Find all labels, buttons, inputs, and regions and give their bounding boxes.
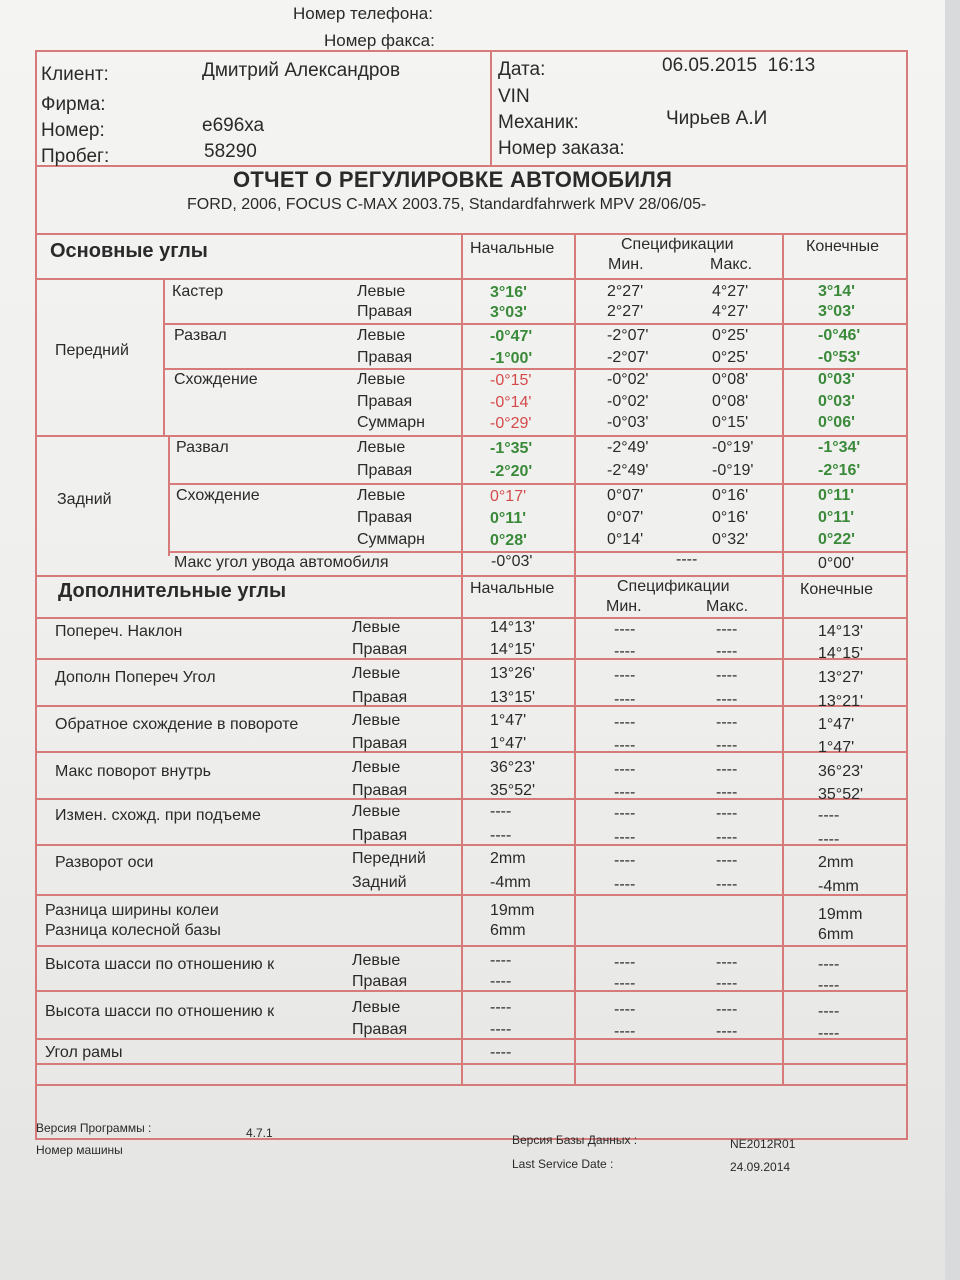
extra-max-value: ---- xyxy=(716,975,738,992)
extra-final-value: 14°13' xyxy=(818,623,864,640)
mechanic-value: Чирьев А.И xyxy=(666,108,768,129)
main-max-value: 0°15' xyxy=(712,414,749,431)
extra-initial-value: 13°15' xyxy=(490,689,536,706)
main-min-value: -0°03' xyxy=(607,414,649,431)
extra-min-value: ---- xyxy=(614,975,636,992)
main-section-title: Основные углы xyxy=(50,240,208,262)
extra-final-value: 2mm xyxy=(818,854,854,871)
main-group-label: Схождение xyxy=(174,371,258,388)
mileage-value: 58290 xyxy=(204,141,257,162)
extra-final-value: ---- xyxy=(818,977,840,994)
extra-row-line-8 xyxy=(35,990,908,992)
main-max-value: 0°16' xyxy=(712,487,749,504)
col-initial-header: Начальные xyxy=(470,240,555,257)
mileage-label: Пробег: xyxy=(41,146,110,167)
extra-col-final-left xyxy=(782,575,784,1084)
extra-side-label: Правая xyxy=(352,782,408,799)
extra-initial-value: 14°15' xyxy=(490,641,536,658)
program-version-label: Версия Программы : xyxy=(36,1121,152,1135)
extra-final-value: ---- xyxy=(818,1025,840,1042)
main-final-value: 0°22' xyxy=(818,531,855,548)
extra-group-label: Попереч. Наклон xyxy=(55,623,183,640)
thrust-angle-spec: ---- xyxy=(676,551,698,568)
main-side-label: Правая xyxy=(357,509,413,526)
rear-group-divider xyxy=(168,436,170,556)
extra-min-value: ---- xyxy=(614,876,636,893)
main-final-value: 0°03' xyxy=(818,371,855,388)
main-min-value: 2°27' xyxy=(607,283,644,300)
extra-side-label: Правая xyxy=(352,827,408,844)
col-final-header: Конечные xyxy=(806,238,879,255)
front-bottom xyxy=(35,435,908,437)
main-initial-value: -0°29' xyxy=(490,415,532,432)
extra-side-label: Левые xyxy=(352,952,401,969)
extra-min-value: ---- xyxy=(614,829,636,846)
extra-group-label: Высота шасси по отношению к xyxy=(45,956,275,973)
extra-row-line-10 xyxy=(35,1063,908,1065)
extra-row-line-9 xyxy=(35,1038,908,1040)
extra-min-value: ---- xyxy=(614,761,636,778)
col-max-header: Макс. xyxy=(710,256,753,273)
extra-max-value: ---- xyxy=(716,691,738,708)
main-initial-value: 3°16' xyxy=(490,284,527,301)
extra-side-label: Задний xyxy=(352,874,407,891)
main-side-label: Правая xyxy=(357,303,413,320)
extra-final-value: 1°47' xyxy=(818,739,855,756)
main-max-value: -0°19' xyxy=(712,439,754,456)
extra-initial-value: 13°26' xyxy=(490,665,536,682)
extra-final-value: 35°52' xyxy=(818,786,864,803)
extra-initial-value: ---- xyxy=(490,973,512,990)
extra-initial-value: 36°23' xyxy=(490,759,536,776)
extra-final-value: ---- xyxy=(818,807,840,824)
extra-initial-value: ---- xyxy=(490,1021,512,1038)
extra-side-label: Правая xyxy=(352,689,408,706)
main-initial-value: 0°17' xyxy=(490,488,527,505)
extra-row-line-2 xyxy=(35,705,908,707)
machine-number-label: Номер машины xyxy=(36,1143,123,1157)
main-final-value: -2°16' xyxy=(818,462,861,479)
extra-side-label: Правая xyxy=(352,973,408,990)
extra-min-value: ---- xyxy=(614,954,636,971)
thrust-angle-label: Макс угол увода автомобиля xyxy=(174,554,389,571)
main-initial-value: -0°14' xyxy=(490,394,532,411)
extra-min-value: ---- xyxy=(614,643,636,660)
main-initial-value: -2°20' xyxy=(490,463,533,480)
main-side-label: Суммарн xyxy=(357,531,426,548)
extra-initial-value: 14°13' xyxy=(490,619,536,636)
extra-final-value: 36°23' xyxy=(818,763,864,780)
frame-top xyxy=(35,50,908,52)
extra-final-value: 13°21' xyxy=(818,693,864,710)
extra-min-value: ---- xyxy=(614,1023,636,1040)
col-final-left xyxy=(782,233,784,578)
header-divider xyxy=(490,50,492,165)
extra-col-final-header: Конечные xyxy=(800,581,873,598)
camber-front-bottom xyxy=(163,368,908,370)
extra-side-label: Левые xyxy=(352,999,401,1016)
db-version-value: NE2012R01 xyxy=(730,1137,796,1151)
db-version-label: Версия Базы Данных : xyxy=(512,1133,638,1147)
extra-row-line-1 xyxy=(35,658,908,660)
col-min-header: Мин. xyxy=(608,256,644,273)
vin-label: VIN xyxy=(498,86,530,107)
extra-max-value: ---- xyxy=(716,829,738,846)
extra-section-bottom xyxy=(35,1084,908,1086)
extra-max-value: ---- xyxy=(716,852,738,869)
main-min-value: -2°49' xyxy=(607,439,649,456)
main-min-value: 0°14' xyxy=(607,531,644,548)
main-min-value: 0°07' xyxy=(607,487,644,504)
main-final-value: 0°11' xyxy=(818,509,855,526)
extra-col-spec-header: Спецификации xyxy=(617,578,730,595)
extra-header-bottom xyxy=(35,617,908,619)
extra-final-value: 13°27' xyxy=(818,669,864,686)
main-side-label: Правая xyxy=(357,393,413,410)
frame-right xyxy=(906,50,908,1140)
extra-group-label: Разворот оси xyxy=(55,854,154,871)
phone-label: Номер телефона: xyxy=(293,4,433,23)
main-min-value: -2°49' xyxy=(607,462,649,479)
report-title: ОТЧЕТ О РЕГУЛИРОВКЕ АВТОМОБИЛЯ xyxy=(233,167,673,192)
extra-final-value: 6mm xyxy=(818,926,854,943)
frame-left xyxy=(35,50,37,1140)
caster-bottom xyxy=(163,323,908,325)
main-side-label: Левые xyxy=(357,283,406,300)
extra-group-label: Высота шасси по отношению к xyxy=(45,1003,275,1020)
main-side-label: Левые xyxy=(357,371,406,388)
extra-max-value: ---- xyxy=(716,954,738,971)
main-min-value: -0°02' xyxy=(607,393,649,410)
extra-row-line-5 xyxy=(35,844,908,846)
toe-rear-bottom xyxy=(168,551,908,553)
extra-max-value: ---- xyxy=(716,761,738,778)
extra-final-value: ---- xyxy=(818,956,840,973)
extra-min-value: ---- xyxy=(614,1001,636,1018)
main-final-value: 3°03' xyxy=(818,303,855,320)
extra-min-value: ---- xyxy=(614,852,636,869)
extra-side-label: Правая xyxy=(352,1021,408,1038)
extra-group-label: Дополн Попереч Угол xyxy=(55,669,216,686)
extra-group-label: Обратное схождение в повороте xyxy=(55,716,299,733)
extra-max-value: ---- xyxy=(716,805,738,822)
extra-side-label: Передний xyxy=(352,850,426,867)
extra-min-value: ---- xyxy=(614,667,636,684)
extra-initial-value: ---- xyxy=(490,999,512,1016)
extra-col-initial-left xyxy=(461,575,463,1084)
thrust-angle-final: 0°00' xyxy=(818,555,855,572)
main-group-label: Схождение xyxy=(176,487,260,504)
main-max-value: 0°25' xyxy=(712,327,749,344)
extra-max-value: ---- xyxy=(716,1023,738,1040)
main-min-value: -2°07' xyxy=(607,327,649,344)
extra-min-value: ---- xyxy=(614,714,636,731)
main-final-value: -1°34' xyxy=(818,439,861,456)
number-label: Номер: xyxy=(41,120,105,141)
rear-axle-label: Задний xyxy=(57,491,112,508)
extra-group-label: Угол рамы xyxy=(45,1044,123,1061)
main-side-label: Левые xyxy=(357,327,406,344)
main-header-bottom xyxy=(35,278,908,280)
date-label: Дата: xyxy=(498,59,546,80)
extra-initial-value: 1°47' xyxy=(490,712,527,729)
fax-label: Номер факса: xyxy=(324,31,435,50)
main-final-value: 3°14' xyxy=(818,283,855,300)
main-group-label: Кастер xyxy=(172,283,224,300)
extra-max-value: ---- xyxy=(716,714,738,731)
main-max-value: 4°27' xyxy=(712,283,749,300)
extra-min-value: ---- xyxy=(614,805,636,822)
client-label: Клиент: xyxy=(41,64,109,85)
extra-col-min-header: Мин. xyxy=(606,598,642,615)
extra-max-value: ---- xyxy=(716,643,738,660)
extra-final-value: ---- xyxy=(818,1003,840,1020)
extra-group-label: Измен. схожд. при подъеме xyxy=(55,807,261,824)
extra-initial-value: 35°52' xyxy=(490,782,536,799)
main-min-value: 2°27' xyxy=(607,303,644,320)
last-service-label: Last Service Date : xyxy=(512,1157,614,1171)
extra-group-label: Макс поворот внутрь xyxy=(55,763,211,780)
extra-initial-value: ---- xyxy=(490,952,512,969)
extra-col-spec-left xyxy=(574,575,576,1084)
main-initial-value: -0°15' xyxy=(490,372,532,389)
extra-max-value: ---- xyxy=(716,1001,738,1018)
extra-final-value: ---- xyxy=(818,831,840,848)
main-side-label: Суммарн xyxy=(357,414,426,431)
extra-initial-value: 6mm xyxy=(490,922,526,939)
main-initial-value: 0°11' xyxy=(490,510,527,527)
front-axle-label: Передний xyxy=(55,342,129,359)
extra-col-initial-header: Начальные xyxy=(470,580,555,597)
program-version-value: 4.7.1 xyxy=(246,1126,273,1140)
main-group-label: Развал xyxy=(176,439,229,456)
number-value: е696ха xyxy=(202,115,265,136)
col-spec-header: Спецификации xyxy=(621,236,734,253)
main-final-value: -0°53' xyxy=(818,349,861,366)
extra-max-value: ---- xyxy=(716,876,738,893)
main-min-value: 0°07' xyxy=(607,509,644,526)
main-initial-value: -0°47' xyxy=(490,328,533,345)
col-initial-left xyxy=(461,233,463,578)
mechanic-label: Механик: xyxy=(498,112,579,133)
extra-group-label: Разница колесной базы xyxy=(45,922,221,939)
main-max-value: -0°19' xyxy=(712,462,754,479)
extra-side-label: Левые xyxy=(352,712,401,729)
extra-min-value: ---- xyxy=(614,784,636,801)
col-spec-left xyxy=(574,233,576,578)
extra-row-line-7 xyxy=(35,945,908,947)
extra-group-label: Разница ширины колеи xyxy=(45,902,219,919)
extra-row-line-6 xyxy=(35,894,908,896)
extra-max-value: ---- xyxy=(716,737,738,754)
last-service-value: 24.09.2014 xyxy=(730,1160,791,1174)
main-max-value: 0°16' xyxy=(712,509,749,526)
extra-side-label: Левые xyxy=(352,665,401,682)
order-label: Номер заказа: xyxy=(498,138,625,159)
main-final-value: 0°11' xyxy=(818,487,855,504)
main-section-bottom xyxy=(35,575,908,577)
main-side-label: Левые xyxy=(357,439,406,456)
extra-min-value: ---- xyxy=(614,737,636,754)
extra-final-value: 14°15' xyxy=(818,645,864,662)
extra-min-value: ---- xyxy=(614,621,636,638)
main-max-value: 4°27' xyxy=(712,303,749,320)
main-section-top xyxy=(35,233,908,235)
vehicle-description: FORD, 2006, FOCUS C-MAX 2003.75, Standardfahrwerk MPV 28/06/05- xyxy=(187,196,707,213)
date-value: 06.05.2015 16:13 xyxy=(662,55,816,76)
main-max-value: 0°32' xyxy=(712,531,749,548)
extra-initial-value: 2mm xyxy=(490,850,526,867)
extra-side-label: Левые xyxy=(352,803,401,820)
main-final-value: -0°46' xyxy=(818,327,861,344)
extra-initial-value: ---- xyxy=(490,803,512,820)
main-side-label: Правая xyxy=(357,462,413,479)
extra-final-value: -4mm xyxy=(818,878,859,895)
extra-initial-value: ---- xyxy=(490,827,512,844)
extra-final-value: 1°47' xyxy=(818,716,855,733)
main-group-label: Развал xyxy=(174,327,227,344)
extra-row-line-3 xyxy=(35,751,908,753)
extra-max-value: ---- xyxy=(716,784,738,801)
main-min-value: -0°02' xyxy=(607,371,649,388)
main-side-label: Правая xyxy=(357,349,413,366)
main-max-value: 0°25' xyxy=(712,349,749,366)
extra-max-value: ---- xyxy=(716,621,738,638)
main-final-value: 0°03' xyxy=(818,393,855,410)
extra-side-label: Левые xyxy=(352,619,401,636)
firm-label: Фирма: xyxy=(41,94,106,115)
main-final-value: 0°06' xyxy=(818,414,855,431)
extra-row-line-4 xyxy=(35,798,908,800)
extra-max-value: ---- xyxy=(716,667,738,684)
extra-initial-value: 19mm xyxy=(490,902,535,919)
main-initial-value: 3°03' xyxy=(490,304,527,321)
extra-section-title: Дополнительные углы xyxy=(58,580,287,602)
extra-initial-value: 1°47' xyxy=(490,735,527,752)
main-initial-value: -1°35' xyxy=(490,440,533,457)
extra-initial-value: ---- xyxy=(490,1044,512,1061)
front-group-divider xyxy=(163,278,165,435)
thrust-angle-initial: -0°03' xyxy=(491,553,533,570)
extra-initial-value: -4mm xyxy=(490,874,531,891)
client-value: Дмитрий Александров xyxy=(202,60,401,81)
main-max-value: 0°08' xyxy=(712,371,749,388)
main-initial-value: -1°00' xyxy=(490,350,533,367)
main-initial-value: 0°28' xyxy=(490,532,527,549)
extra-side-label: Правая xyxy=(352,735,408,752)
extra-final-value: 19mm xyxy=(818,906,863,923)
extra-min-value: ---- xyxy=(614,691,636,708)
extra-side-label: Левые xyxy=(352,759,401,776)
extra-side-label: Правая xyxy=(352,641,408,658)
main-max-value: 0°08' xyxy=(712,393,749,410)
main-side-label: Левые xyxy=(357,487,406,504)
main-min-value: -2°07' xyxy=(607,349,649,366)
extra-col-max-header: Макс. xyxy=(706,598,749,615)
camber-rear-bottom xyxy=(168,483,908,485)
